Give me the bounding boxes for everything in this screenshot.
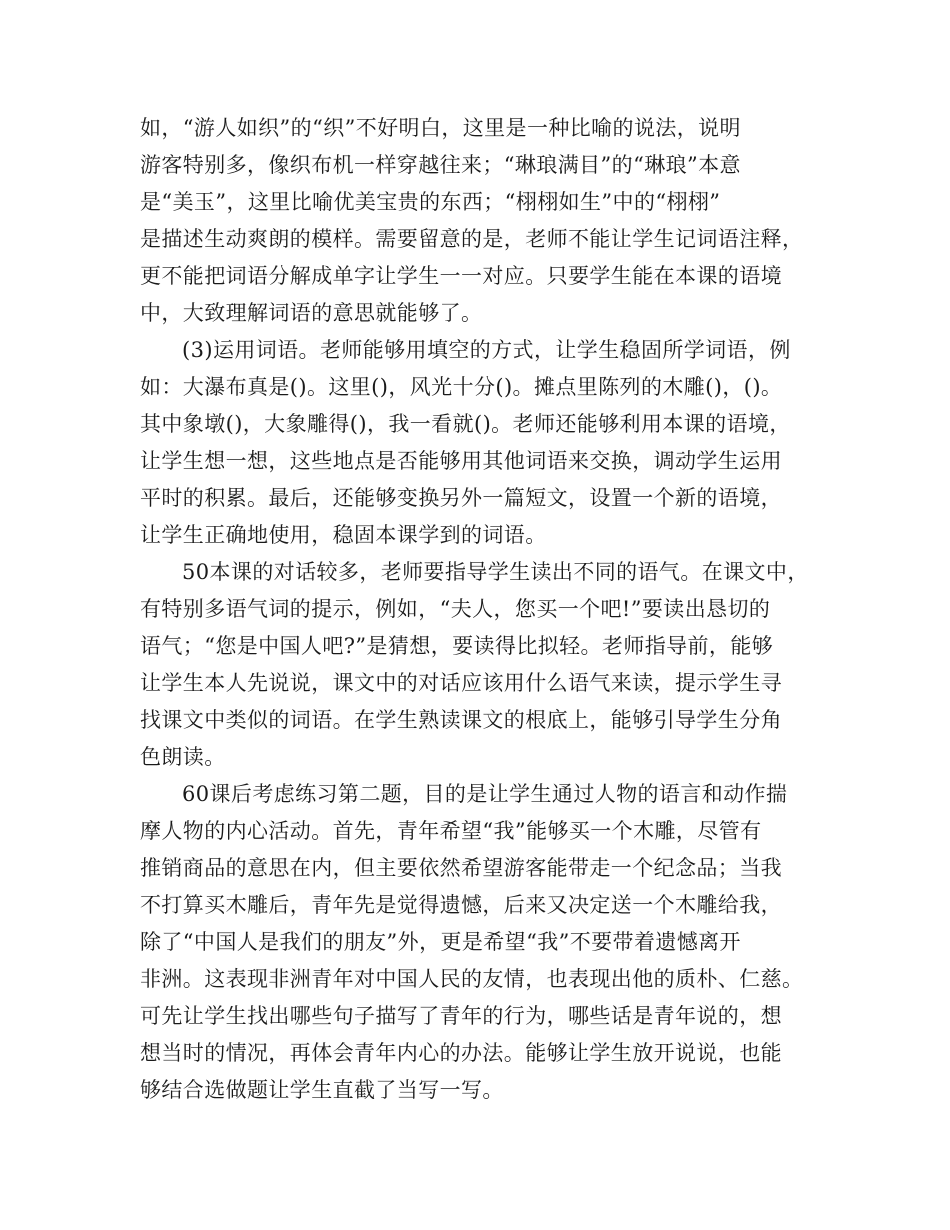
text-line: 更不能把词语分解成单字让学生一一对应。只要学生能在本课的语境 — [140, 264, 782, 288]
text-line: 除了“中国人是我们的朋友”外，更是希望“我”不要带着遗憾离开 — [140, 930, 741, 954]
text-line: 可先让学生找出哪些句子描写了青年的行为，哪些话是青年说的，想 — [140, 1004, 782, 1028]
text-line: 平时的积累。最后，还能够变换另外一篇短文，设置一个新的语境， — [140, 486, 782, 510]
text-line: 不打算买木雕后，青年先是觉得遗憾，后来又决定送一个木雕给我， — [140, 893, 782, 917]
text-line: 非洲。这表现非洲青年对中国人民的友情，也表现出他的质朴、仁慈。 — [140, 967, 804, 991]
text-line: 有特别多语气词的提示，例如，“夫人，您买一个吧!”要读出恳切的 — [140, 597, 771, 621]
text-line: 够结合选做题让学生直截了当写一写。 — [140, 1078, 504, 1102]
text-line: 其中象墩()，大象雕得()，我一看就()。老师还能够利用本课的语境， — [140, 412, 791, 436]
text-line: 如：大瀑布真是()。这里()，风光十分()。摊点里陈列的木雕()，()。 — [140, 375, 783, 399]
paragraph-first-line: 50本课的对话较多，老师要指导学生读出不同的语气。在课文中， — [182, 560, 809, 584]
paragraph-first-line: 60课后考虑练习第二题，目的是让学生通过人物的语言和动作揣 — [182, 782, 788, 806]
text-line: 游客特别多，像织布机一样穿越往来；“琳琅满目”的“琳琅”本意 — [140, 153, 741, 177]
text-line: 让学生正确地使用，稳固本课学到的词语。 — [140, 523, 547, 547]
text-line: 让学生本人先说说，课文中的对话应该用什么语气来读，提示学生寻 — [140, 671, 782, 695]
text-line: 推销商品的意思在内，但主要依然希望游客能带走一个纪念品；当我 — [140, 856, 782, 880]
text-line: 摩人物的内心活动。首先，青年希望“我”能够买一个木雕，尽管有 — [140, 819, 762, 843]
text-line: 让学生想一想，这些地点是否能够用其他词语来交换，调动学生运用 — [140, 449, 782, 473]
text-line: 找课文中类似的词语。在学生熟读课文的根底上，能够引导学生分角 — [140, 708, 782, 732]
text-line: 是描述生动爽朗的模样。需要留意的是，老师不能让学生记词语注释， — [140, 227, 804, 251]
text-line: 是“美玉”，这里比喻优美宝贵的东西；“栩栩如生”中的“栩栩” — [140, 190, 721, 214]
text-line: 想当时的情况，再体会青年内心的办法。能够让学生放开说说，也能 — [140, 1041, 782, 1065]
text-line: 语气；“您是中国人吧?”是猜想，要读得比拟轻。老师指导前，能够 — [140, 634, 774, 658]
paragraph-first-line: (3)运用词语。老师能够用填空的方式，让学生稳固所学词语，例 — [182, 338, 791, 362]
text-line: 色朗读。 — [140, 745, 226, 769]
text-line: 中，大致理解词语的意思就能够了。 — [140, 301, 483, 325]
text-line: 如，“游人如织”的“织”不好明白，这里是一种比喻的说法，说明 — [140, 116, 741, 140]
